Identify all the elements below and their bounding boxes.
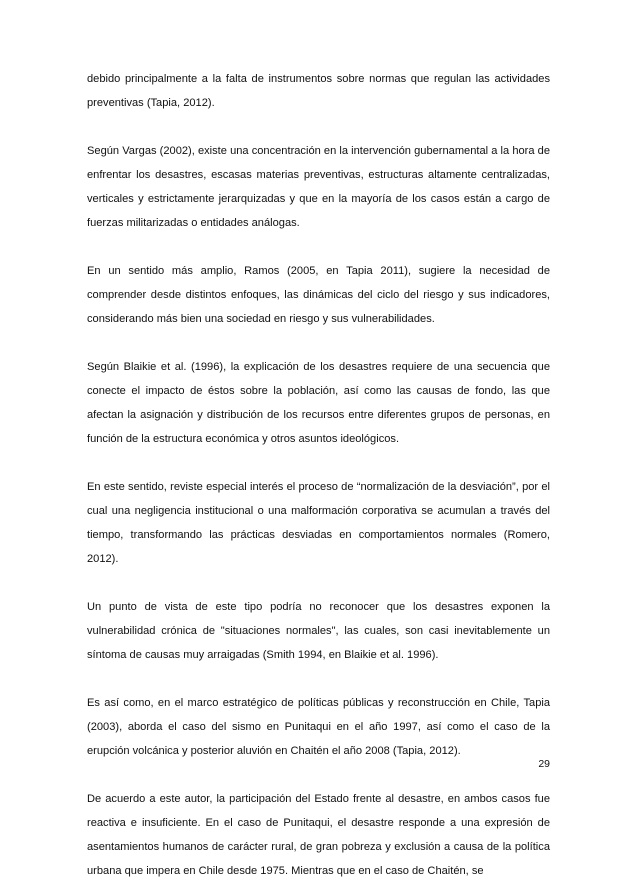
paragraph: En un sentido más amplio, Ramos (2005, en Tapia 2011), sugiere la necesidad de comprender desde distintos enfoques, las dinámicas del ciclo del riesgo y sus indicadores, considerando más bien una sociedad en riesgo y sus vulnerabilidades. <box>87 265 550 325</box>
paragraph: Un punto de vista de este tipo podría no reconocer que los desastres exponen la vulnerabilidad crónica de "situaciones normales", las cuales, son casi inevitablemente un síntoma de causas muy arraigadas (Smith 1994, en Blaikie et al. 1996). <box>87 601 550 661</box>
paragraph: debido principalmente a la falta de instrumentos sobre normas que regulan las actividades preventivas (Tapia, 2012). <box>87 73 550 109</box>
page-number: 29 <box>538 758 550 770</box>
paragraph: Según Blaikie et al. (1996), la explicación de los desastres requiere de una secuencia que conecte el impacto de éstos sobre la población, así como las causas de fondo, las que afectan la asignación y distribución de los recursos entre diferentes grupos de personas, en función de la estructura económica y otros asuntos ideológicos. <box>87 361 550 445</box>
paragraph: Según Vargas (2002), existe una concentración en la intervención gubernamental a la hora de enfrentar los desastres, escasas materias preventivas, estructuras altamente centralizadas, verticales y estrictamente jerarquizadas y que en la mayoría de los casos están a cargo de fuerzas militarizadas o entidades análogas. <box>87 145 550 229</box>
body-text <box>87 67 550 883</box>
paragraph: De acuerdo a este autor, la participación del Estado frente al desastre, en ambos casos fue reactiva e insuficiente. En el caso de Punitaqui, el desastre responde a una expresión de asentamientos humanos de carácter rural, de gran pobreza y exclusión a causa de la política urbana que impera en Chile desde 1975. Mientras que en el caso de Chaitén, se <box>87 793 550 877</box>
paragraph: En este sentido, reviste especial interés el proceso de “normalización de la desviación”, por el cual una negligencia institucional o una malformación corporativa se acumulan a través del tiempo, transformando las prácticas desviadas en comportamientos normales (Romero, 2012). <box>87 481 550 565</box>
paragraph: Es así como, en el marco estratégico de políticas públicas y reconstrucción en Chile, Tapia (2003), aborda el caso del sismo en Punitaqui en el año 1997, así como el caso de la erupción volcánica y posterior aluvión en Chaitén el año 2008 (Tapia, 2012). <box>87 697 550 757</box>
